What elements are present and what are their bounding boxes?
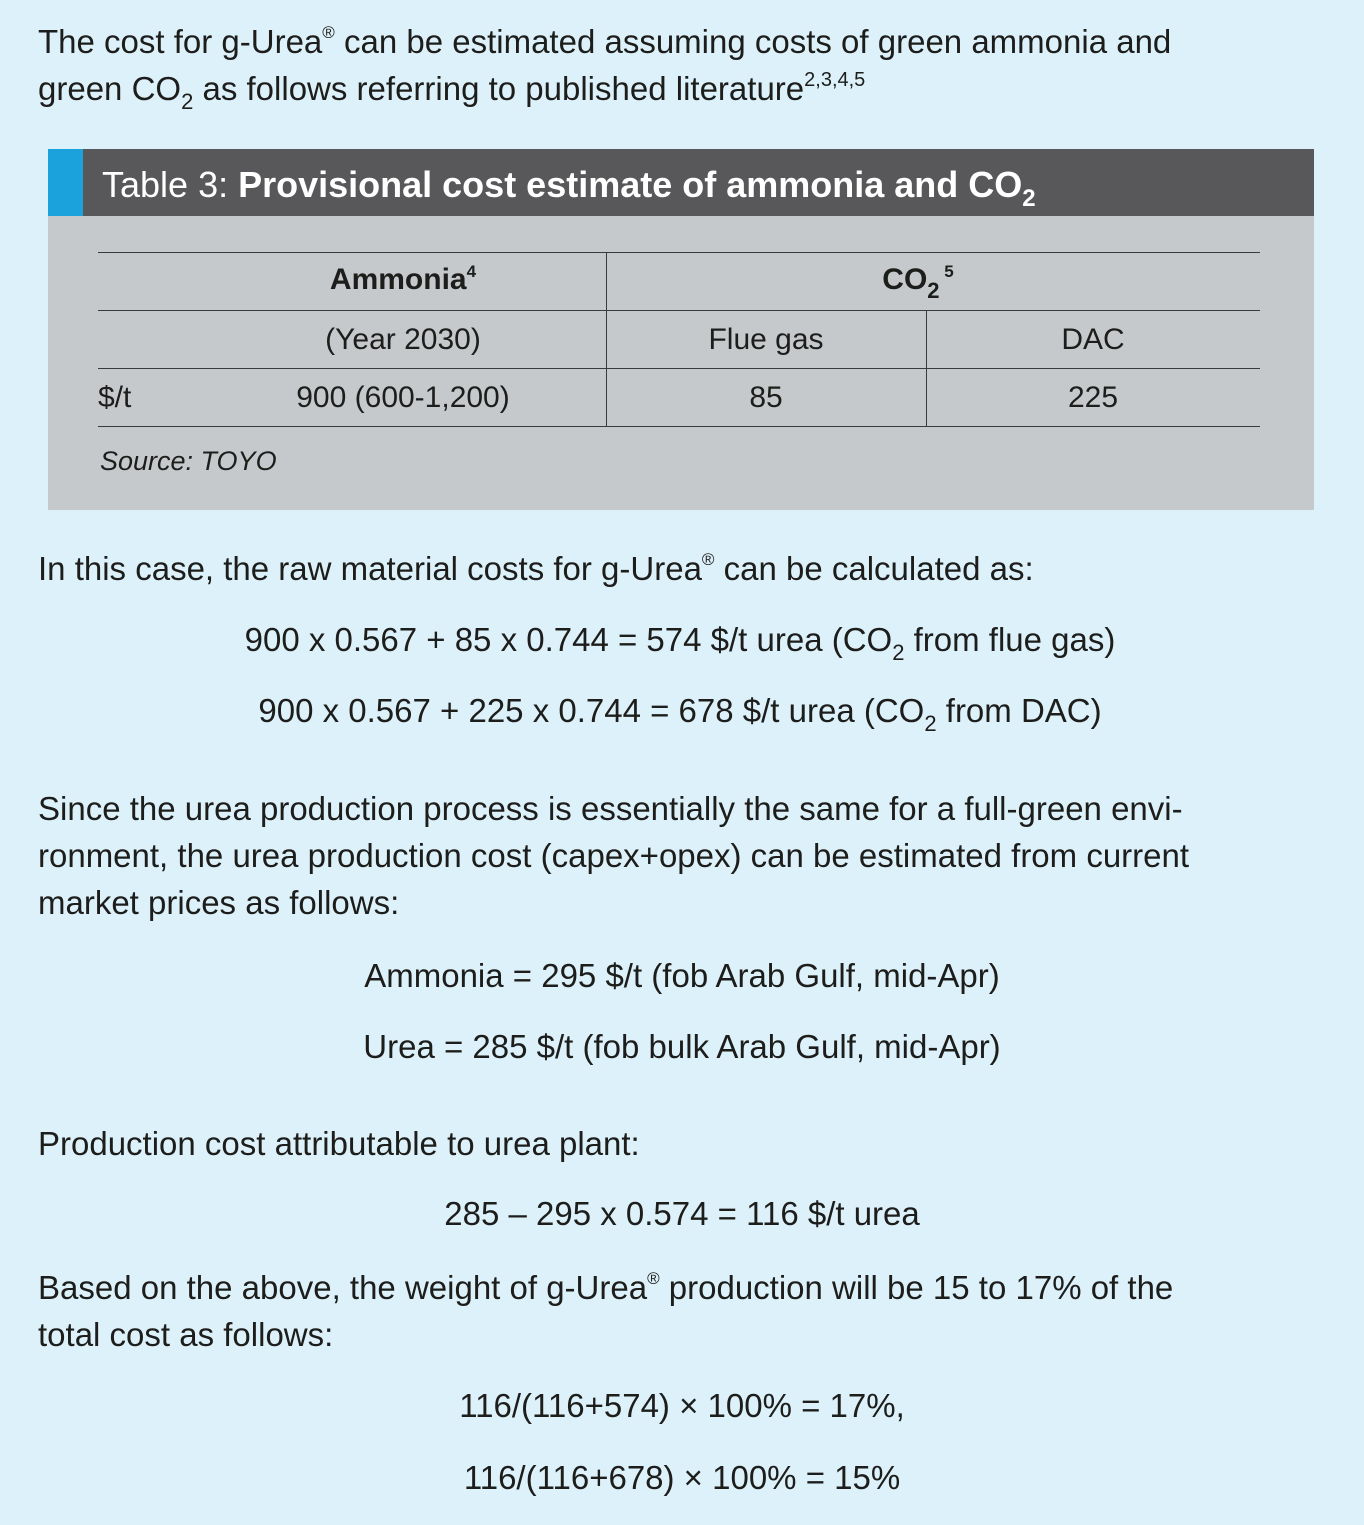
- equation-share-17: 116/(116+574) × 100% = 17%,: [459, 1387, 905, 1424]
- table-title: Table 3: Provisional cost estimate of ammonia and $CO_2$: [102, 164, 1036, 212]
- intro-paragraph: [38, 18, 1288, 112]
- equation-urea-price: Urea = 285 $/t (fob bulk Arab Gulf, mid-Apr): [363, 1028, 1001, 1065]
- equation-dac: 900 x 0.567 + 225 x 0.744 = 678 $/t urea ($CO_2$ from DAC): [258, 692, 1102, 736]
- equation-share-15: 116/(116+678) × 100% = 15%: [463, 1459, 901, 1496]
- reference-numbers: 2,3,4,5: [804, 69, 866, 91]
- subheader-dac: DAC: [1061, 323, 1125, 356]
- intro-line-1: The cost for g-Urea® can be estimated assuming costs of green ammonia and: [38, 23, 1172, 60]
- row-unit: $/t: [98, 381, 132, 414]
- equation-ammonia-price: Ammonia = 295 $/t (fob Arab Gulf, mid-Apr): [364, 957, 1000, 994]
- header-ammonia: Ammonia$^4$: [329, 262, 477, 296]
- subheader-flue-gas: Flue gas: [708, 323, 824, 356]
- cell-dac-cost: 225: [1067, 381, 1119, 414]
- registered-mark: ®: [322, 23, 335, 42]
- cell-flue-gas-cost: 85: [749, 381, 783, 414]
- table-title-bar: [48, 149, 1314, 216]
- registered-mark: ®: [701, 550, 715, 569]
- equation-plant-cost: 285 – 295 x 0.574 = 116 $/t urea: [444, 1195, 920, 1232]
- production-cost-paragraph: Since the urea production process is essentially the same for a full-green envi- ronment, the urea production cost (capex+opex) can be estimated from current market prices as follows:: [38, 790, 1190, 921]
- table-rule-header: [98, 310, 1260, 311]
- header-co2: $CO_2$ $^5$: [882, 262, 954, 303]
- title-accent-bar: [48, 149, 83, 216]
- equation-flue-gas: 900 x 0.567 + 85 x 0.744 = 574 $/t urea ($CO_2$ from flue gas): [244, 621, 1116, 665]
- registered-mark: ®: [647, 1269, 660, 1288]
- cost-estimate-table: [48, 149, 1314, 510]
- weight-paragraph: Based on the above, the weight of g-Urea® production will be 15 to 17% of the total cost as follows:: [38, 1269, 1174, 1353]
- calc-intro-paragraph: In this case, the raw material costs for g-Urea® can be calculated as:: [38, 550, 1034, 587]
- table-rule-top: [98, 252, 1260, 253]
- table-rule-subheader: [98, 368, 1260, 369]
- table-source: Source: TOYO: [100, 446, 277, 476]
- cell-ammonia-cost: 900 (600-1,200): [296, 381, 510, 414]
- subheader-year: (Year 2030): [325, 323, 481, 356]
- plant-cost-paragraph: Production cost attributable to urea plant:: [38, 1125, 640, 1162]
- table-rule-bottom: [98, 426, 1260, 427]
- intro-line-2: green $CO_2$ as follows referring to published literature$^{2,3,4,5}$: [38, 69, 866, 114]
